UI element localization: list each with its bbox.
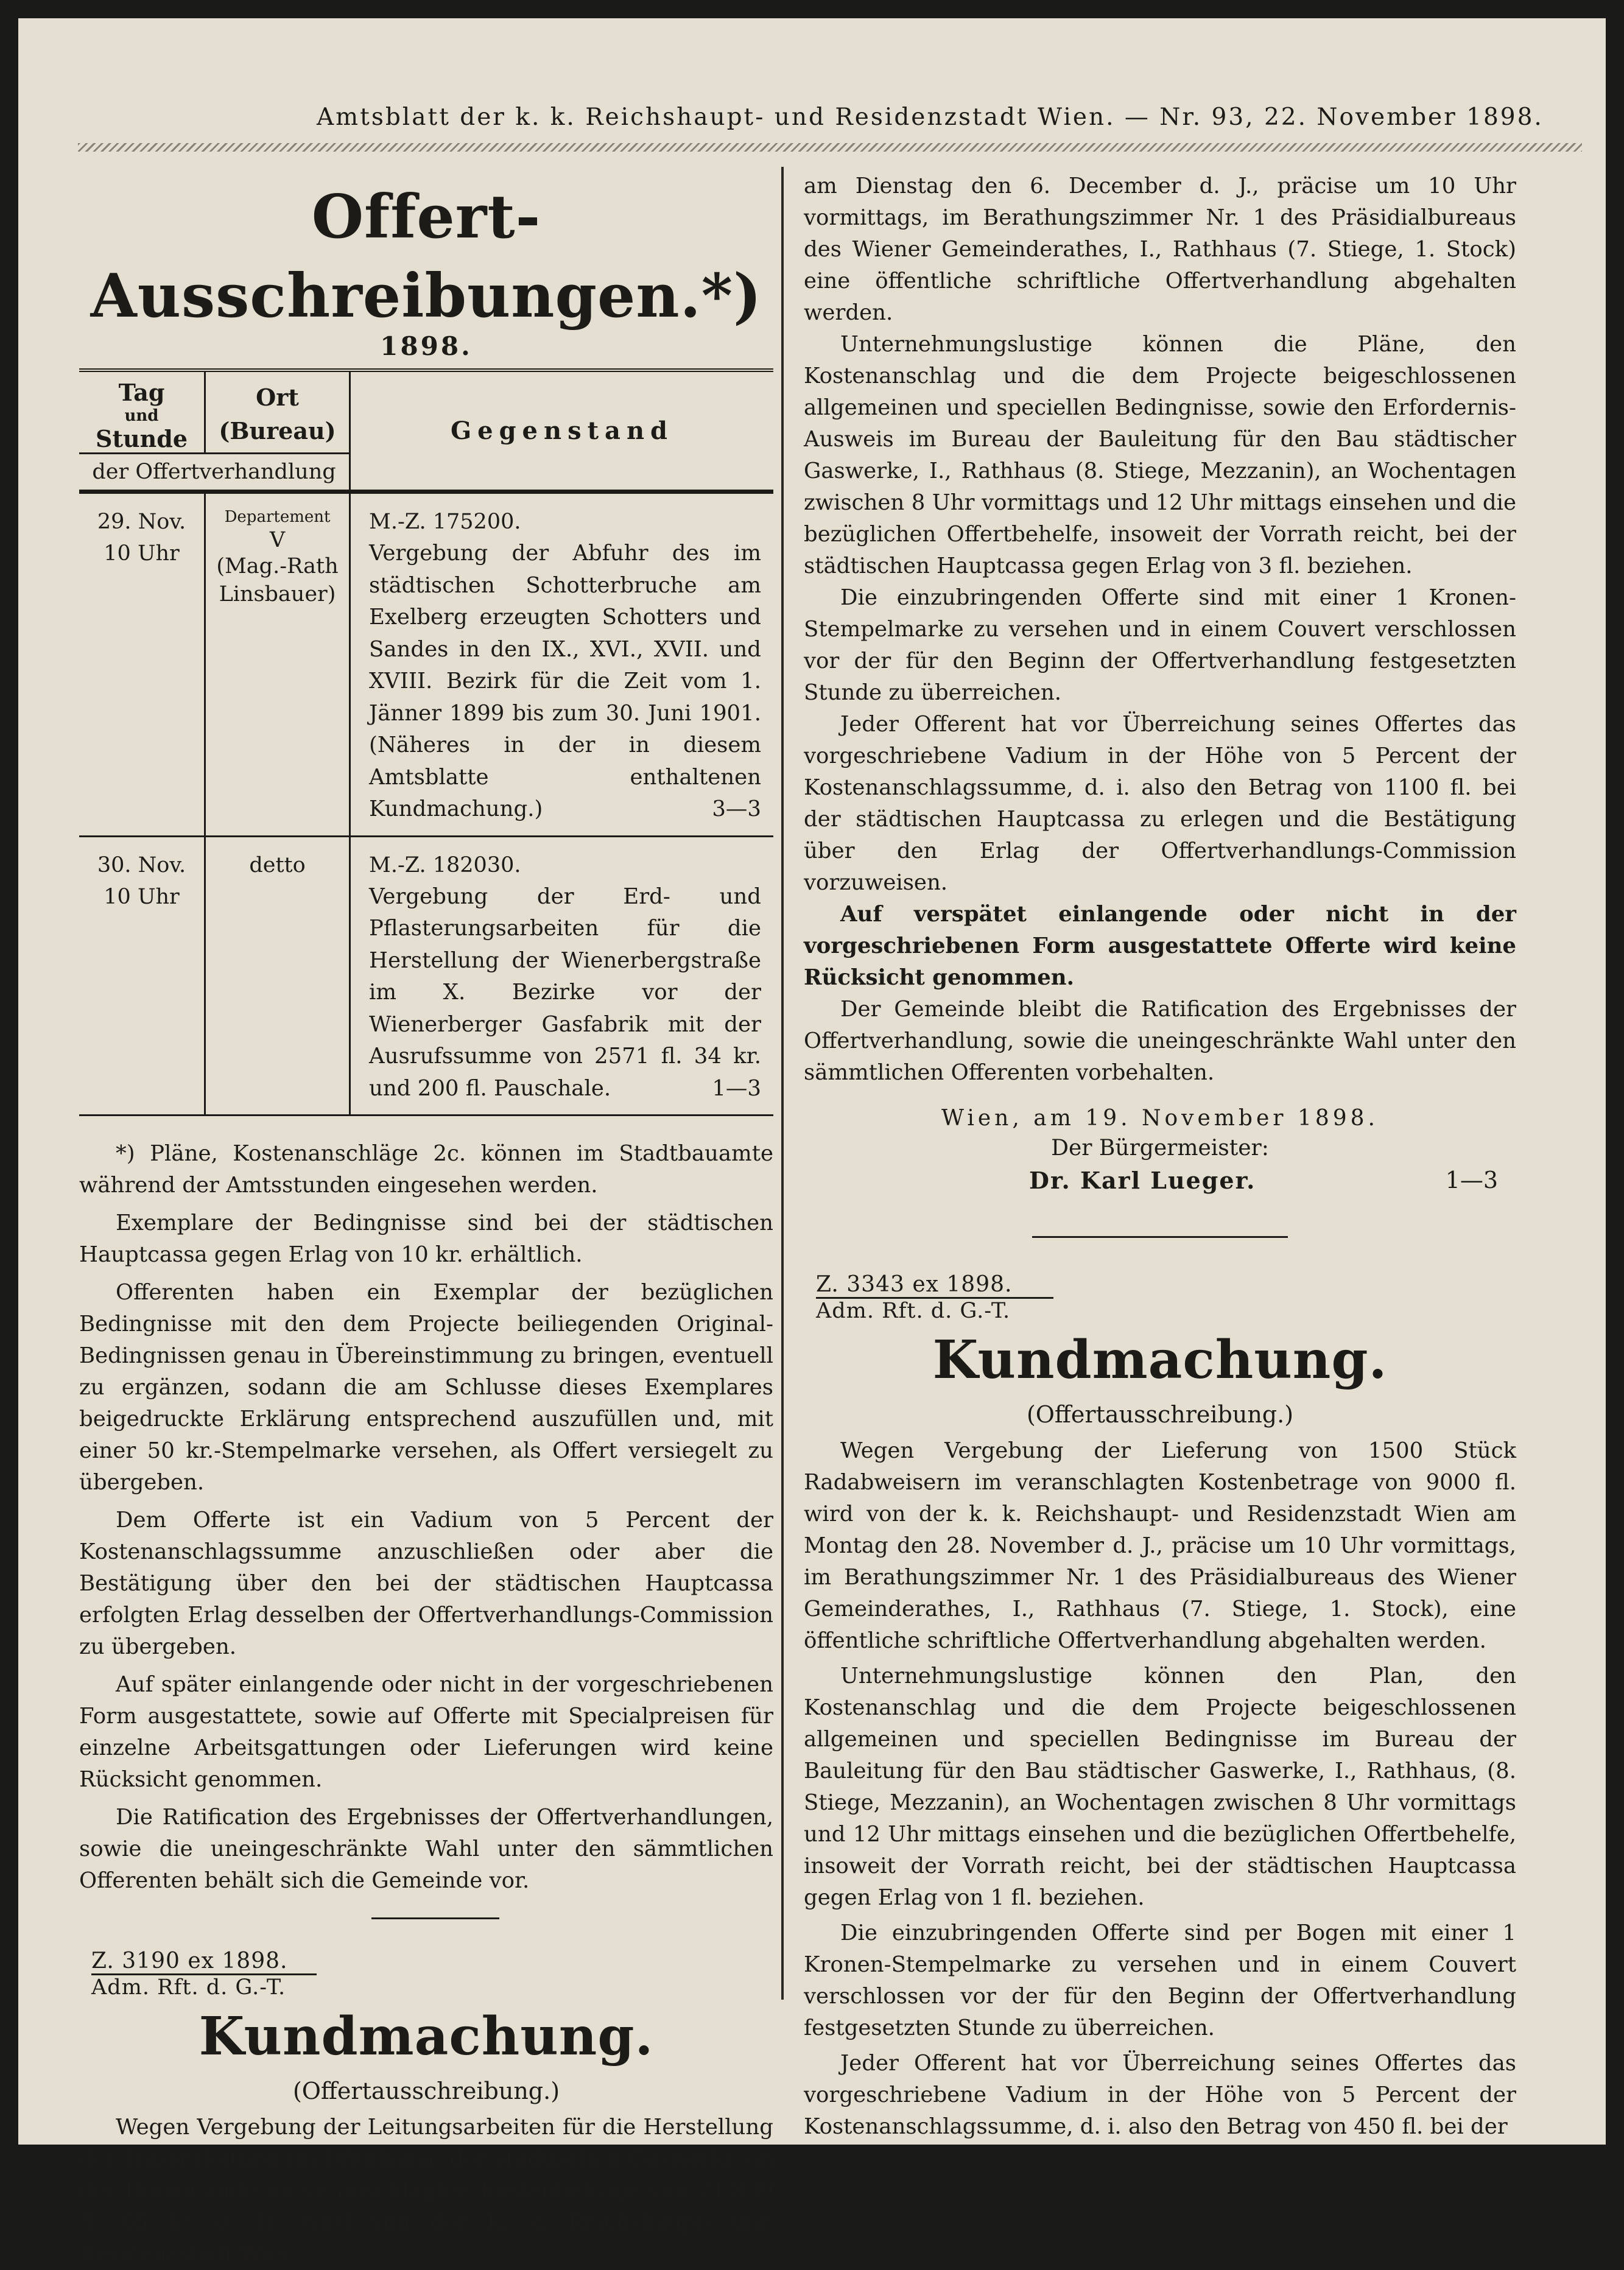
- notice-3343: [804, 1272, 1516, 2143]
- row2-place: detto: [205, 836, 350, 1116]
- paragraph: Unternehmungslustige können die Pläne, den Kostenanschlag und die dem Projecte beigeschlossenen allgemeinen und speciellen Bedingnisse, sowie den Erfordernis-Ausweis im Bureau der Bauleitung für den Bau städtischer Gaswerke, I., Rathhaus (8. Stiege, Mezzanin), an Wochentagen zwischen 8 Uhr vormittags und 12 Uhr mittags einsehen und die bezüglichen Offertbehelfe, insoweit der Vorrath reicht, bei der städtischen Hauptcassa gegen Erlag von 3 fl. beziehen.: [804, 332, 1516, 578]
- notice-subtitle: (Offertausschreibung.): [1026, 1401, 1294, 1428]
- note: Die Ratification des Ergebnisses der Offertverhandlungen, sowie die uneingeschränkte Wahl unter den sämmtlichen Offerenten behält sich die Gemeinde vor.: [79, 1805, 773, 1893]
- notice-title: Kundmachung.: [932, 1329, 1388, 1391]
- paragraph: Die einzubringenden Offerte sind per Bogen mit einer 1 Kronen-Stempelmarke zu versehen und in einem Couvert verschlossen vor der für den Beginn der Offertverhandlung festgesetzten Stunde zu überreichen.: [804, 1920, 1516, 2040]
- left-column: [79, 170, 773, 2270]
- col-header-place: Ort (Bureau): [205, 370, 350, 454]
- paragraph: Unternehmungslustige können den Plan, den Kostenanschlag und die dem Projecte beigeschlossenen allgemeinen und speciellen Bedingnisse im Bureau der Bauleitung für den Bau städtischer Gaswerke, I., Rathhaus, (8. Stiege, Mezzanin), an Wochentagen zwischen 8 Uhr vormittags und 12 Uhr mittags einsehen und die bezüglichen Offertbehelfe, insoweit der Vorrath reicht, bei der städtischen Hauptcassa gegen Erlag von 1 fl. beziehen.: [804, 1664, 1516, 1910]
- paragraph: Jeder Offerent hat vor Überreichung seines Offertes das vorgeschriebene Vadium in der Höhe von 5 Percent der Kostenanschlagssumme, d. i. also den Betrag von 1100 fl. bei der städtischen Hauptcassa zu erlegen und die Bestätigung über den Erlag der Offertverhandlungs-Commission vorzuweisen.: [804, 712, 1516, 895]
- mayor-suffix: 1—3: [1445, 1167, 1498, 1193]
- section-title: Offert-Ausschreibungen.*): [90, 182, 762, 331]
- paragraph: Die einzubringenden Offerte sind mit einer 1 Kronen-Stempelmarke zu versehen und in einem Couvert verschlossen vor der für den Beginn der Offertverhandlung festgesetzten Stunde zu überreichen.: [804, 585, 1516, 705]
- row1-subject: M.-Z. 175200. Vergebung der Abfuhr des im städtischen Schotterbruche am Exelberg erzeugten Schotters und Sandes in den IX., XVI., XVII. und XVIII. Bezirk für die Zeit vom 1. Jänner 1899 bis zum 30. Juni 1901. (Näheres in der in diesem Amtsblatte enthaltenen Kundmachung.) 3—3: [350, 492, 774, 837]
- notice-subtitle: (Offertausschreibung.): [292, 2078, 560, 2104]
- place-date: Wien, am 19. November 1898.: [941, 1106, 1379, 1131]
- row1-place: Departement V (Mag.-Rath Linsbauer): [205, 492, 350, 837]
- continued-text: am Dienstag den 6. December d. J., präcise um 10 Uhr vormittags, im Berathungszimmer Nr. 1 des Präsidialbureaus des Wiener Gemeinderathes, I., Rathhaus (7. Stiege, 1. Stock) eine öffentliche schriftliche Offertverhandlung abgehalten werden.: [804, 174, 1516, 325]
- note: Dem Offerte ist ein Vadium von 5 Percent der Kostenanschlagssumme anzuschließen oder aber die Bestätigung über den bei der städtischen Hauptcassa erfolgten Erlag desselben der Offertverhandlungs-Commission zu übergeben.: [79, 1508, 773, 1659]
- mayor-label: Der Bürgermeister:: [1051, 1136, 1269, 1161]
- newspaper-page: [18, 18, 1606, 2266]
- paragraph: Jeder Offerent hat vor Überreichung seines Offertes das vorgeschriebene Vadium in der Höhe von 5 Percent der Kostenanschlagssumme, d. i. also den Betrag von 450 fl. bei der: [804, 2051, 1516, 2139]
- separator: [371, 1917, 499, 1919]
- paragraph: Auf verspätet einlangende oder nicht in der vorgeschriebenen Form ausgestattete Offerte wird keine Rücksicht genommen.: [804, 902, 1516, 990]
- running-header: Amtsblatt der k. k. Reichshaupt- und Residenzstadt Wien. — Nr. 93, 22. November 1898.: [317, 104, 1544, 131]
- col-header-subject: Gegenstand: [350, 370, 774, 492]
- header-wavy-rule: [78, 143, 1582, 152]
- notice-3190: [79, 1948, 773, 2270]
- note: Offerenten haben ein Exemplar der bezüglichen Bedingnisse mit den dem Projecte beiliegenden Original-Bedingnissen genau in Übereinstimmung zu bringen, eventuell zu ergänzen, sodann die am Schlusse dieses Exemplares beigedruckte Erklärung entsprechend auszufüllen und, mit einer 50 kr.-Stempelmarke versehen, als Offert versiegelt zu übergeben.: [79, 1280, 773, 1495]
- right-column: [804, 170, 1516, 2143]
- note: *) Pläne, Kostenanschläge 2c. können im Stadtbauamte während der Amtsstunden eingesehen werden.: [79, 1141, 773, 1198]
- paragraph: Der Gemeinde bleibt die Ratification des Ergebnisses der Offertverhandlung, sowie die uneingeschränkte Wahl unter den sämmtlichen Offerenten vorbehalten.: [804, 997, 1516, 1085]
- signature-line: [804, 1167, 1516, 1203]
- row2-subject: M.-Z. 182030. Vergebung der Erd- und Pflasterungsarbeiten für die Herstellung der Wienerbergstraße im X. Bezirke vor der Wienerberger Gasfabrik mit der Ausrufssumme von 2571 fl. 34 kr. und 200 fl. Pauschale. 1—3: [350, 836, 774, 1116]
- row1-date: 29. Nov. 10 Uhr: [79, 492, 205, 837]
- notice-ref: Z. 3343 ex 1898. Adm. Rft. d. G.-T.: [816, 1272, 1053, 1323]
- column-divider: [781, 167, 784, 2000]
- separator: [1032, 1236, 1288, 1238]
- paragraph: Wegen Vergebung der Lieferung von 1500 Stück Radabweisern im veranschlagten Kostenbetrage von 9000 fl. wird von der k. k. Reichshaupt- und Residenzstadt Wien am Montag den 28. November d. J., präcise um 10 Uhr vormittags, im Berathungszimmer Nr. 1 des Präsidialbureaus des Wiener Gemeinderathes, I., Rathhaus (7. Stiege, 1. Stock), eine öffentliche schriftliche Offertverhandlung abgehalten werden.: [804, 1438, 1516, 1653]
- row2-date: 30. Nov. 10 Uhr: [79, 836, 205, 1116]
- notice-text: Wegen Vergebung der Leitungsarbeiten für die Herstellung der Wasserleitung im Ofenhause der städtischen Gaswerke an der Donaulände im veranschlagten Kostenbetrage von 21.839 fl. 65 kr. ö. W. wird von der k. k. Reichshaupt- und Residenzstadt Wien: [79, 2115, 773, 2266]
- notice-title: Kundmachung.: [199, 2006, 654, 2067]
- col-subheader: der Offertverhandlung: [79, 454, 350, 492]
- notice-ref: Z. 3190 ex 1898. Adm. Rft. d. G.-T.: [91, 1948, 317, 2000]
- section-year: 1898.: [380, 331, 473, 361]
- col-header-date: Tag und Stunde: [79, 370, 205, 454]
- notes-block: [79, 1138, 773, 1897]
- mayor-name: Dr. Karl Lueger.: [1029, 1167, 1256, 1194]
- note: Auf später einlangende oder nicht in der vorgeschriebenen Form ausgestattete, sowie auf Offerte mit Specialpreisen für einzelne Arbeitsgattungen oder Lieferungen wird keine Rücksicht genommen.: [79, 1672, 773, 1792]
- note: Exemplare der Bedingnisse sind bei der städtischen Hauptcassa gegen Erlag von 10 kr. erhältlich.: [79, 1211, 773, 1267]
- offer-table: [79, 368, 773, 1116]
